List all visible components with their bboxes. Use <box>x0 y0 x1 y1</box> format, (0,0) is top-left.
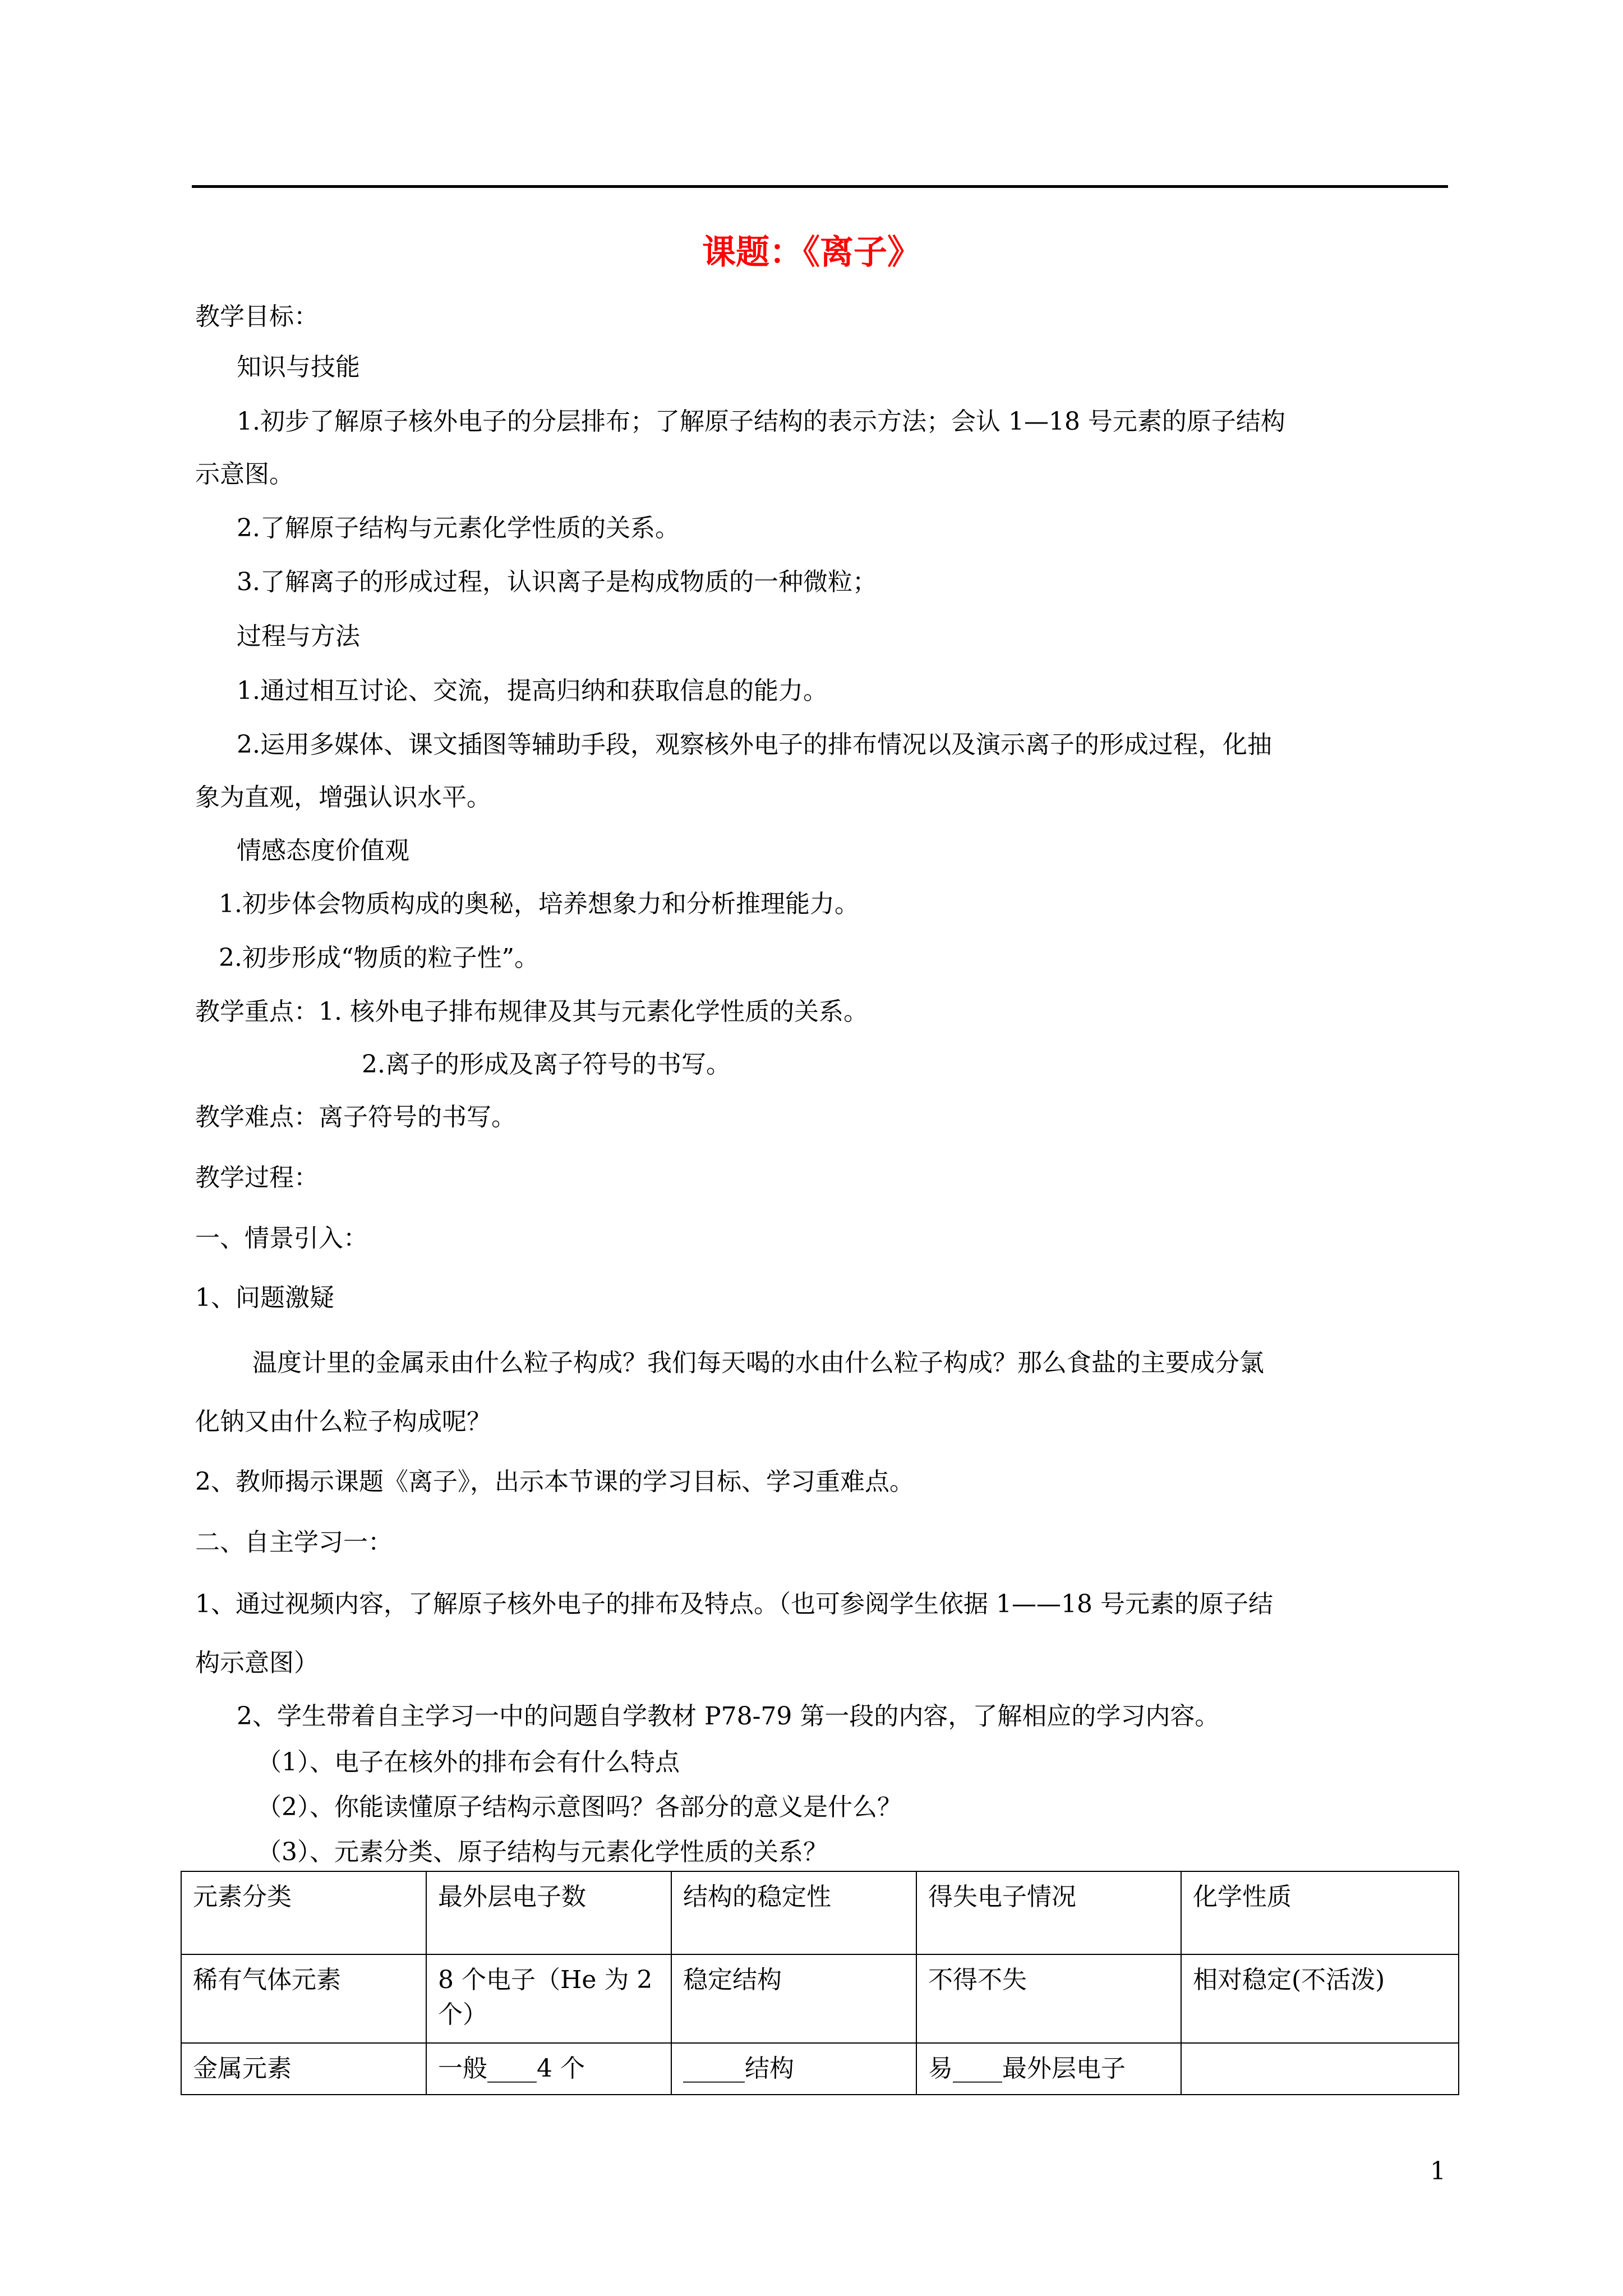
text-line: 2.初步形成“物质的粒子性”。 <box>219 944 539 972</box>
text-line: 构示意图） <box>195 1649 319 1677</box>
text-line: 示意图。 <box>195 460 294 489</box>
text-line: 一、情景引入： <box>195 1224 368 1253</box>
table-cell <box>1181 2043 1459 2095</box>
text-line: （2）、你能读懂原子结构示意图吗？各部分的意义是什么？ <box>257 1793 902 1821</box>
text-line: 温度计里的金属汞由什么粒子构成？我们每天喝的水由什么粒子构成？那么食盐的主要成分氯 <box>252 1349 1264 1377</box>
section-heading: 情感态度价值观 <box>237 836 409 865</box>
table-cell: 不得不失 <box>916 1954 1181 2043</box>
page-number: 1 <box>1430 2157 1446 2185</box>
text-line: 教学目标： <box>195 302 319 331</box>
table-cell: 易____最外层电子 <box>916 2043 1181 2095</box>
text-line: 2.了解原子结构与元素化学性质的关系。 <box>237 514 680 542</box>
text-line: 2、学生带着自主学习一中的问题自学教材 P78-79 第一段的内容，了解相应的学习内容。 <box>237 1702 1220 1731</box>
section-heading: 过程与方法 <box>237 622 360 651</box>
text-line: 教学难点：离子符号的书写。 <box>195 1103 516 1131</box>
text-line: 化钠又由什么粒子构成呢？ <box>195 1407 491 1436</box>
table-cell: 8 个电子（He 为 2 个） <box>426 1954 671 2043</box>
table-header-cell: 结构的稳定性 <box>671 1871 916 1954</box>
text-line: 教学过程： <box>195 1163 319 1192</box>
text-line: 1.初步体会物质构成的奥秘，培养想象力和分析推理能力。 <box>219 890 859 918</box>
text-line: 象为直观，增强认识水平。 <box>195 783 491 812</box>
element-classification-table <box>181 1871 1459 2095</box>
table-cell: _____结构 <box>671 2043 916 2095</box>
header-rule <box>192 185 1448 188</box>
text-line: 1、问题激疑 <box>195 1283 334 1312</box>
section-heading: 知识与技能 <box>237 353 360 381</box>
text-line: 3.了解离子的形成过程，认识离子是构成物质的一种微粒； <box>237 568 877 596</box>
table-cell: 一般____4 个 <box>426 2043 671 2095</box>
text-line: 二、自主学习一： <box>195 1528 393 1557</box>
text-line: 2.离子的形成及离子符号的书写。 <box>362 1050 731 1079</box>
text-line: 2.运用多媒体、课文插图等辅助手段，观察核外电子的排布情况以及演示离子的形成过程，化抽 <box>237 730 1272 759</box>
text-line: 1.通过相互讨论、交流，提高归纳和获取信息的能力。 <box>237 677 828 705</box>
text-line: 1.初步了解原子核外电子的分层排布；了解原子结构的表示方法；会认 1—18 号元素的原子结构 <box>237 407 1285 436</box>
table-header-cell: 得失电子情况 <box>916 1871 1181 1954</box>
table-header-cell: 最外层电子数 <box>426 1871 671 1954</box>
table-row <box>181 2043 1459 2095</box>
table-header-cell: 元素分类 <box>181 1871 426 1954</box>
table-cell: 相对稳定(不活泼) <box>1181 1954 1459 2043</box>
table-cell: 稀有气体元素 <box>181 1954 426 2043</box>
table-header-row <box>181 1871 1459 1954</box>
text-line: （3）、元素分类、原子结构与元素化学性质的关系？ <box>257 1838 828 1866</box>
text-line: （1）、电子在核外的排布会有什么特点 <box>257 1748 680 1777</box>
text-line: 1、通过视频内容，了解原子核外电子的排布及特点。（也可参阅学生依据 1——18 号元素的原子结 <box>195 1590 1273 1618</box>
text-line: 教学重点：1. 核外电子排布规律及其与元素化学性质的关系。 <box>195 997 868 1026</box>
table-header-cell: 化学性质 <box>1181 1871 1459 1954</box>
document-title: 课题：《离子》 <box>702 233 921 272</box>
table-cell: 稳定结构 <box>671 1954 916 2043</box>
table-cell: 金属元素 <box>181 2043 426 2095</box>
table-row <box>181 1954 1459 2043</box>
text-line: 2、教师揭示课题《离子》，出示本节课的学习目标、学习重难点。 <box>195 1467 914 1496</box>
